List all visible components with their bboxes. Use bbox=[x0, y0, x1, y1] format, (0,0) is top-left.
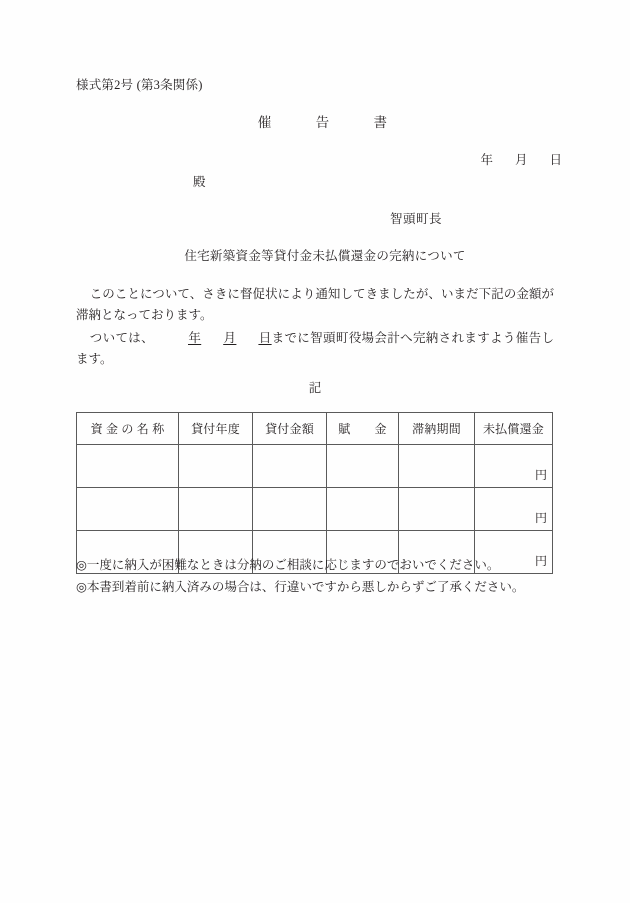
date-line bbox=[0, 135, 562, 183]
note-item: ◎本書到着前に納入済みの場合は、行違いですから悪しからずご了承ください。 bbox=[76, 580, 525, 594]
payment-deadline-blank bbox=[154, 331, 272, 345]
body-text bbox=[76, 284, 554, 370]
cell-fund-name[interactable] bbox=[77, 488, 179, 531]
title-char-2: 告 bbox=[315, 115, 330, 130]
deadline-day-label: 日 bbox=[258, 331, 272, 345]
cell-unpaid-amount[interactable]: 円 bbox=[475, 445, 553, 488]
deadline-month-label: 月 bbox=[223, 331, 237, 345]
cell-fund-name[interactable] bbox=[77, 445, 179, 488]
cell-installment[interactable] bbox=[327, 445, 399, 488]
form-number: 様式第2号 (第3条関係) bbox=[76, 78, 203, 92]
header-unpaid-amount: 未払償還金 bbox=[475, 413, 553, 445]
paragraph-2 bbox=[76, 328, 554, 370]
deadline-year-label: 年 bbox=[188, 331, 202, 345]
date-month-label: 月 bbox=[514, 153, 528, 167]
cell-loan-amount[interactable] bbox=[253, 445, 327, 488]
cell-delinquent-period[interactable] bbox=[399, 445, 475, 488]
cell-loan-year[interactable] bbox=[179, 488, 253, 531]
paragraph-2-tail: までに智頭町役場会計へ完納されますよう催告します。 bbox=[76, 331, 554, 366]
table-row bbox=[77, 488, 553, 531]
section-marker: 記 bbox=[308, 381, 322, 395]
amount-table-container bbox=[76, 412, 552, 574]
cell-unpaid-amount[interactable]: 円 bbox=[475, 488, 553, 531]
paragraph-1: このことについて、さきに督促状により通知してきましたが、いまだ下記の金額が滞納となっております。 bbox=[76, 287, 554, 322]
amount-table bbox=[76, 412, 553, 574]
title-char-1: 催 bbox=[257, 115, 272, 130]
paragraph-2-lead: ついては、 bbox=[89, 331, 154, 345]
header-fund-name: 資 金 の 名 称 bbox=[77, 413, 179, 445]
date-year-label: 年 bbox=[480, 153, 493, 167]
header-installment-char-2: 金 bbox=[374, 422, 387, 436]
table-header-row bbox=[77, 413, 553, 445]
header-installment bbox=[327, 413, 399, 445]
header-installment-char-1: 賦 bbox=[338, 422, 351, 436]
cell-unpaid-amount[interactable]: 円 bbox=[475, 531, 553, 574]
table-row bbox=[77, 445, 553, 488]
cell-installment[interactable] bbox=[327, 488, 399, 531]
cell-loan-amount[interactable] bbox=[253, 488, 327, 531]
date-day-label: 日 bbox=[549, 153, 562, 167]
sender-name: 智頭町長 bbox=[389, 212, 442, 226]
cell-loan-year[interactable] bbox=[179, 445, 253, 488]
header-delinquent-period: 滞納期間 bbox=[399, 413, 475, 445]
addressee-honorific: 殿 bbox=[193, 175, 206, 189]
subject-line: 住宅新築資金等貸付金未払償還金の完納について bbox=[184, 249, 466, 263]
header-loan-year: 貸付年度 bbox=[179, 413, 253, 445]
header-loan-amount: 貸付金額 bbox=[253, 413, 327, 445]
note-item: ◎一度に納入が困難なときは分納のご相談に応じますのでおいでください。 bbox=[76, 558, 500, 572]
footer-notes bbox=[76, 554, 556, 598]
title-char-3: 書 bbox=[373, 115, 388, 130]
cell-delinquent-period[interactable] bbox=[399, 488, 475, 531]
